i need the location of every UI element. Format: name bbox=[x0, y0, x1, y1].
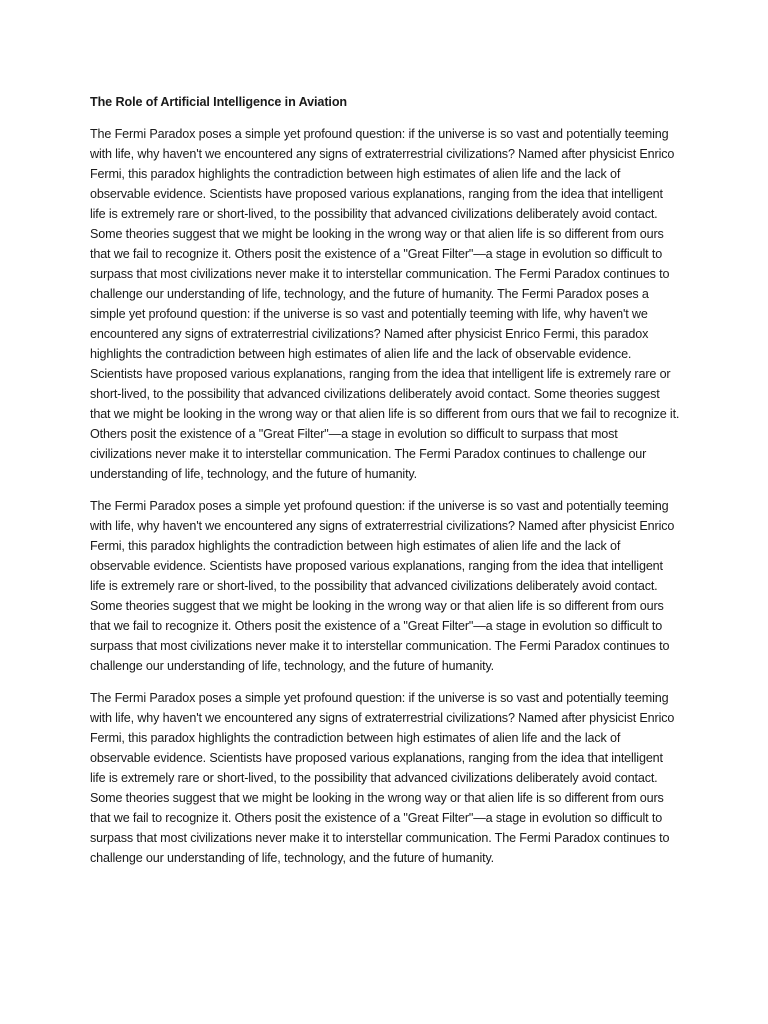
document-title: The Role of Artificial Intelligence in Aviation bbox=[90, 95, 348, 109]
paragraph-1: The Fermi Paradox poses a simple yet profound question: if the universe is so vast and potentially teeming with life, why haven't we encountered any signs of extraterrestrial civilizations? Named after physicist Enrico Fermi, this paradox highlights the contradiction between high estimates of alien life and the lack of observable evidence. Scientists have proposed various explanations, ranging from the idea that intelligent life is extremely rare or short-lived, to the possibility that advanced civilizations deliberately avoid contact. Some theories suggest that we might be looking in the wrong way or that alien life is so different from ours that we fail to recognize it. Others posit the existence of a "Great Filter"—a stage in evolution so difficult to surpass that most civilizations never make it to interstellar communication. The Fermi Paradox continues to challenge our understanding of life, technology, and the future of humanity. The Fermi Paradox poses a simple yet profound question: if the universe is so vast and potentially teeming with life, why haven't we encountered any signs of extraterrestrial civilizations? Named after physicist Enrico Fermi, this paradox highlights the contradiction between high estimates of alien life and the lack of observable evidence. Scientists have proposed various explanations, ranging from the idea that intelligent life is extremely rare or short-lived, to the possibility that advanced civilizations deliberately avoid contact. Some theories suggest that we might be looking in the wrong way or that alien life is so different from ours that we fail to recognize it. Others posit the existence of a "Great Filter"—a stage in evolution so difficult to surpass that most civilizations never make it to interstellar communication. The Fermi Paradox continues to challenge our understanding of life, technology, and the future of humanity. bbox=[90, 127, 680, 481]
paragraph-3: The Fermi Paradox poses a simple yet profound question: if the universe is so vast and potentially teeming with life, why haven't we encountered any signs of extraterrestrial civilizations? Named after physicist Enrico Fermi, this paradox highlights the contradiction between high estimates of alien life and the lack of observable evidence. Scientists have proposed various explanations, ranging from the idea that intelligent life is extremely rare or short-lived, to the possibility that advanced civilizations deliberately avoid contact. Some theories suggest that we might be looking in the wrong way or that alien life is so different from ours that we fail to recognize it. Others posit the existence of a "Great Filter"—a stage in evolution so difficult to surpass that most civilizations never make it to interstellar communication. The Fermi Paradox continues to challenge our understanding of life, technology, and the future of humanity. bbox=[90, 691, 675, 865]
document-body bbox=[90, 92, 680, 880]
paragraph-2: The Fermi Paradox poses a simple yet profound question: if the universe is so vast and potentially teeming with life, why haven't we encountered any signs of extraterrestrial civilizations? Named after physicist Enrico Fermi, this paradox highlights the contradiction between high estimates of alien life and the lack of observable evidence. Scientists have proposed various explanations, ranging from the idea that intelligent life is extremely rare or short-lived, to the possibility that advanced civilizations deliberately avoid contact. Some theories suggest that we might be looking in the wrong way or that alien life is so different from ours that we fail to recognize it. Others posit the existence of a "Great Filter"—a stage in evolution so difficult to surpass that most civilizations never make it to interstellar communication. The Fermi Paradox continues to challenge our understanding of life, technology, and the future of humanity. bbox=[90, 499, 675, 673]
